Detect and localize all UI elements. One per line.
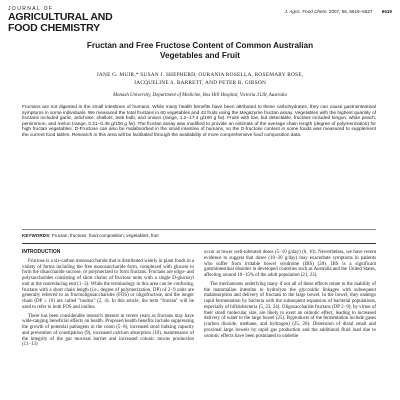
- citation-volume-pages: 2007, 55, 6619−6627: [328, 9, 373, 14]
- body-paragraph: There has been considerable research interest in recent years as fructans may have wide-ranging beneficial effects on health. Proposed health benefits include suppressing the growth of potential pathogens in the colon (5−8), increased stool bulking capacity and prevention of constipation (9), increased calcium absorption (10), maintenance of the integrity of the gut mucosal barrier and increased colonic mucus production (11−13): [22, 313, 194, 348]
- title-line-1: Fructan and Free Fructose Content of Common Australian: [86, 41, 314, 50]
- section-heading: INTRODUCTION: [22, 249, 61, 255]
- keywords-label: KEYWORDS:: [22, 233, 51, 238]
- title-line-2: Vegetables and Fruit: [159, 51, 241, 60]
- keywords-text: Fructan; fructose; food composition; vegetables; fruit: [51, 233, 159, 238]
- journal-masthead: [8, 6, 158, 34]
- author-list: [20, 71, 380, 87]
- body-paragraph: The mechanisms underlying many if not all of these effects relate to the inability of the mammalian intestine to hydrolyze the glycosidic linkages with subsequent malabsorption and delivery of fructans to the large bowel. In the bowel, they undergo rapid fermentation by bacteria with the subsequent expansion of bacterial populations, especially of bifidobacteria (5, 23, 24). Oligosaccharide fructans (DP 2−9), by virtue of their small molecular size, are likely to exert an osmotic effect, leading to increased delivery of water to the large bowel (25). Byproducts of the fermentation include gases (carbon dioxide, methane, and hydrogen) (25, 26). Distension of distal small and proximal large bowels by rapid gas production and the additional fluid load due to osmotic effects have been postulated to underlie: [204, 281, 376, 339]
- divider-bottom: [22, 243, 376, 244]
- page-number: 6619: [381, 9, 392, 14]
- citation: [285, 9, 392, 14]
- body-paragraph: Fructose is a six-carbon monosaccharide that is distributed widely in plant foods in a variety of forms including the free monosaccharide form, complexed with glucose to form the disaccharide sucrose, or polymerized to form fructans. Fructans are oligo- and polysaccharides consisting of short chains of fructose units with a single D-glucosyl unit at the nonreducing end (1−3). While the terminology in this area can be confusing, fructans with a short chain length (i.e., degree of polymerization, DP) of 2−9 units are generally referred to as fructooligosaccharides (FOS) or oligofructose, and the longer chain (DP ≥ 10) are called "inulins" (2, 4). In this article, the term "fructan" will be used to refer to both FOS and inulins.: [22, 258, 194, 310]
- affiliation: Monash University, Department of Medicine, Box Hill Hospital, Victoria 3128, Australia: [113, 93, 287, 98]
- authors-line-2: JACQUELINE S. BARRETT, AND PETER R. GIBSON: [133, 80, 267, 86]
- body-paragraph: occur at lower well-tolerated doses (5−10 g/day) (6, 10). Nevertheless, we have recent evidence to suggest that doses (10−20 g/day) may exacerbate symptoms in patients who suffer from irritable bowel syndrome (IBS) (20). IBS is a significant gastrointestinal disorder in developed countries such as Australia and the United States, affecting around 10−15% of the adult population (21, 22).: [204, 250, 376, 278]
- keywords: [22, 233, 376, 238]
- column-left: [22, 250, 194, 348]
- masthead-line-1: JOURNAL OF: [8, 6, 54, 12]
- masthead-line-3: FOOD CHEMISTRY: [8, 22, 100, 34]
- column-right: [204, 250, 376, 339]
- abstract: Fructans are not digested in the small intestines of humans. While many health benefits have been attributed to these carbohydrates, they can cause gastrointestinal symptoms in some individuals. We measured the total fructans in 60 vegetables and 43 fruits using the Megazyme fructan assay. Vegetables with the highest quantity of fructans included garlic, artichoke, shallots, leek bulb, and onions (range, 1.2−17.4 g/100 g fw). Fruits with low, but detectable, fructans included longon, white peach, persimmon, and melon (range, 0.21−0.46 g/100 g fw). The fructan assay was modified to provide an estimate of the average chain length (degree of polymerization) for high fructan vegetables. D-Fructose can also be malabsorbed in the small intestine of humans, so the D-fructose content in some foods was measured to supplement the current food tables. Research in this area will be facilitated through the availability of more comprehensive food composition data.: [22, 105, 376, 138]
- article-title: [40, 41, 360, 61]
- authors-line-1: JANE G. MUIR,* SUSAN J. SHEPHERD, OURANIA ROSELLA, ROSEMARY ROSE,: [96, 72, 304, 78]
- citation-journal: J. Agric. Food Chem.: [284, 9, 328, 14]
- divider-top: [22, 229, 376, 230]
- masthead-line-2: AGRICULTURAL AND: [8, 11, 113, 23]
